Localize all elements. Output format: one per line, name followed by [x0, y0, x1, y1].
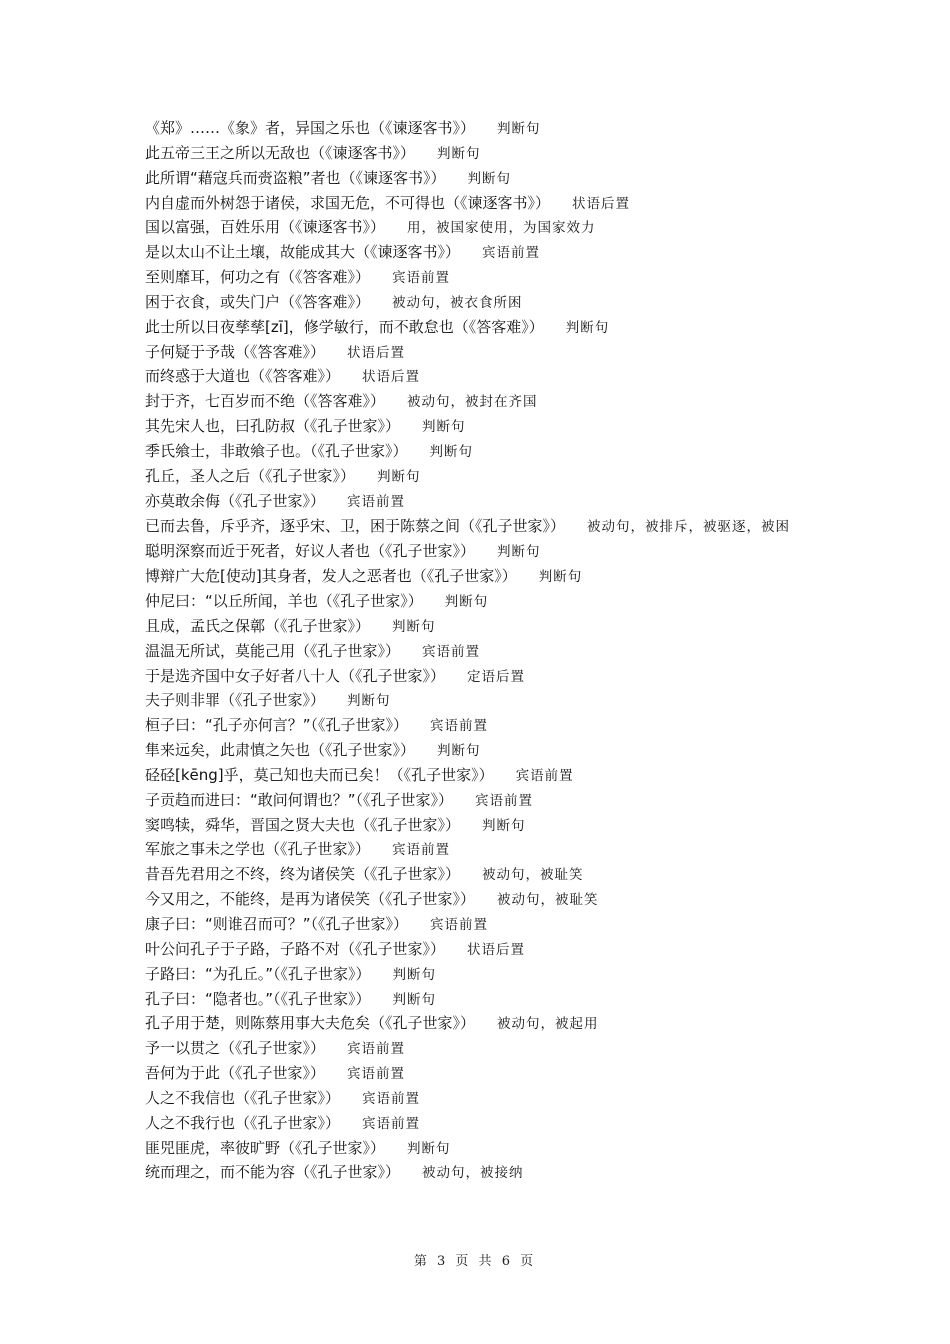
sentence-line [145, 364, 825, 389]
page-footer: 第 3 页 共 6 页 [413, 1254, 537, 1269]
sentence-text: 国以富强，百姓乐用（《谏逐客书》） [145, 218, 386, 237]
sentence-line [145, 340, 825, 365]
grammar-note: 宾语前置 [430, 917, 489, 933]
sentence-text: 今又用之，不能终，是再为诸侯笑（《孔子世家》） [145, 890, 476, 909]
sentence-text: 孔子曰：“隐者也。”（《孔子世家》） [145, 989, 371, 1008]
grammar-note: 判断句 [407, 1140, 451, 1157]
sentence-line [145, 1011, 825, 1036]
grammar-note: 状语后置 [467, 941, 526, 958]
sentence-text: 子路曰：“为孔丘。”（《孔子世家》） [145, 964, 371, 983]
sentence-text: 已而去鲁，斥乎齐，逐乎宋、卫，困于陈蔡之间（《孔子世家》） [145, 516, 566, 535]
sentence-line [145, 240, 825, 265]
sentence-line [145, 464, 825, 489]
sentence-line [145, 290, 825, 315]
sentence-line [145, 265, 825, 290]
grammar-note: 宾语前置 [347, 1066, 406, 1083]
sentence-line [145, 837, 825, 862]
sentence-line [145, 738, 825, 763]
sentence-line [145, 1136, 825, 1161]
sentence-text: 统而理之，而不能为容（《孔子世家》） [145, 1163, 401, 1182]
sentence-line [145, 912, 825, 937]
sentence-text: 匪兕匪虎，率彼旷野（《孔子世家》） [145, 1138, 386, 1157]
grammar-note: 被动句，被排斥，被驱逐，被困 [587, 518, 791, 535]
sentence-text: 孔子用于楚，则陈蔡用事大夫危矣（《孔子世家》） [145, 1014, 476, 1033]
grammar-note: 宾语前置 [362, 1115, 421, 1132]
grammar-note: 判断句 [392, 618, 436, 635]
sentence-text: 而终惑于大道也（《答客难》） [145, 367, 341, 386]
grammar-note: 宾语前置 [392, 270, 451, 287]
grammar-note: 判断句 [392, 991, 437, 1008]
sentence-text: 隼来远矣，此肃慎之矢也（《孔子世家》） [145, 741, 416, 760]
sentence-text: 康子曰：“则谁召而可？”（《孔子世家》） [145, 915, 409, 933]
sentence-line [145, 141, 825, 166]
sentence-line [145, 215, 825, 240]
sentence-line [145, 439, 825, 464]
grammar-note: 判断句 [538, 569, 583, 586]
sentence-text: 是以太山不让土壤，故能成其大（《谏逐客书》） [145, 243, 461, 262]
sentence-line [145, 116, 825, 141]
grammar-note: 判断句 [482, 817, 526, 834]
grammar-note: 被动句，被封在齐国 [407, 394, 538, 411]
sentence-text: 且成，孟氏之保鄣（《孔子世家》） [145, 616, 371, 635]
sentence-text: 此所谓“藉寇兵而赍盗粮”者也（《谏逐客书》） [145, 168, 446, 187]
sentence-text: 此五帝三王之所以无敌也（《谏逐客书》） [145, 143, 416, 162]
sentence-text: 桓子曰：“孔子亦何言？”（《孔子世家》） [145, 716, 409, 735]
sentence-text: 季氏飨士，非敢飨子也。（《孔子世家》） [145, 441, 408, 460]
sentence-line [145, 414, 825, 439]
grammar-note: 被动句，被耻笑 [497, 892, 599, 909]
sentence-text: 困于衣食，或失门户（《答客难》） [145, 292, 371, 311]
grammar-note: 被动句，被接纳 [422, 1165, 524, 1182]
grammar-note: 判断句 [392, 966, 437, 983]
sentence-line [145, 788, 825, 813]
grammar-note: 定语后置 [467, 668, 526, 685]
sentence-line [145, 713, 825, 738]
sentence-text: 硁硁[kēng]乎，莫己知也夫而已矣！（《孔子世家》） [145, 765, 494, 784]
sentence-line [145, 1061, 825, 1086]
sentence-line [145, 564, 825, 589]
grammar-note: 状语后置 [572, 195, 631, 212]
grammar-note: 判断句 [377, 468, 421, 485]
sentence-text: 孔丘，圣人之后（《孔子世家》） [145, 466, 356, 485]
sentence-text: 博辩广大危[使动]其身者，发人之恶者也（《孔子世家》） [145, 567, 517, 586]
sentence-text: 于是选齐国中女子好者八十人（《孔子世家》） [145, 666, 446, 685]
sentence-line [145, 763, 825, 788]
sentence-text: 内自虚而外树怨于诸侯，求国无危，不可得也（《谏逐客书》） [145, 193, 551, 212]
sentence-text: 叶公问孔子于子路，子路不对（《孔子世家》） [145, 939, 446, 958]
sentence-text: 仲尼曰：“以丘所闻，羊也（《孔子世家》） [145, 592, 423, 611]
sentence-line [145, 1086, 825, 1111]
sentence-text: 此士所以日夜孳孳[zī]，修学敏行，而不敢怠也（《答客难》） [145, 317, 544, 336]
grammar-note: 判断句 [565, 319, 610, 336]
sentence-text: 子何疑于予哉（《答客难》） [145, 342, 326, 361]
sentence-text: 子贡趋而进曰：“敢问何谓也？”（《孔子世家》） [145, 790, 454, 809]
sentence-list [145, 116, 825, 1185]
sentence-text: 军旅之事未之学也（《孔子世家》） [145, 840, 371, 859]
sentence-line [145, 315, 825, 340]
grammar-note: 状语后置 [347, 344, 406, 361]
grammar-note: 宾语前置 [475, 792, 534, 809]
sentence-text: 温温无所试，莫能己用（《孔子世家》） [145, 641, 401, 660]
sentence-line [145, 589, 825, 614]
grammar-note: 宾语前置 [392, 842, 451, 859]
sentence-line [145, 664, 825, 689]
grammar-note: 被动句，被衣食所困 [392, 294, 523, 311]
grammar-note: 宾语前置 [422, 643, 481, 660]
sentence-text: 其先宋人也，曰孔防叔（《孔子世家》） [145, 417, 401, 436]
sentence-line [145, 688, 825, 713]
sentence-line [145, 813, 825, 838]
sentence-text: 吾何为于此（《孔子世家》） [145, 1064, 326, 1083]
sentence-text: 《郑》……《象》者，异国之乐也（《谏逐客书》） [145, 119, 476, 137]
sentence-line [145, 1111, 825, 1136]
grammar-note: 判断句 [429, 443, 474, 460]
sentence-line [145, 166, 825, 191]
sentence-line [145, 389, 825, 414]
sentence-text: 亦莫敢余侮（《孔子世家》） [145, 491, 326, 510]
grammar-note: 判断句 [444, 594, 489, 611]
grammar-note: 判断句 [437, 743, 481, 760]
sentence-line [145, 862, 825, 887]
grammar-note: 判断句 [497, 121, 541, 137]
grammar-note: 判断句 [347, 693, 391, 710]
grammar-note: 判断句 [437, 145, 481, 162]
grammar-note: 宾语前置 [347, 493, 406, 510]
grammar-note: 被动句，被起用 [497, 1016, 599, 1033]
sentence-text: 人之不我信也（《孔子世家》） [145, 1088, 341, 1107]
sentence-line [145, 887, 825, 912]
sentence-line [145, 514, 825, 540]
grammar-note: 被动句，被耻笑 [482, 867, 584, 884]
sentence-line [145, 987, 825, 1012]
sentence-line [145, 1160, 825, 1185]
sentence-text: 昔吾先君用之不终，终为诸侯笑（《孔子世家》） [145, 865, 461, 884]
grammar-note: 判断句 [497, 544, 541, 561]
sentence-line [145, 539, 825, 564]
grammar-note: 用，被国家使用，为国家效力 [407, 220, 596, 237]
sentence-line [145, 191, 825, 216]
sentence-line [145, 962, 825, 987]
sentence-line [145, 639, 825, 664]
sentence-text: 聪明深察而近于死者，好议人者也（《孔子世家》） [145, 542, 476, 561]
sentence-text: 窦鸣犊，舜华，晋国之贤大夫也（《孔子世家》） [145, 815, 461, 834]
sentence-text: 予一以贯之（《孔子世家》） [145, 1039, 326, 1058]
sentence-line [145, 937, 825, 962]
sentence-line [145, 489, 825, 514]
sentence-text: 封于齐，七百岁而不绝（《答客难》） [145, 392, 386, 411]
grammar-note: 状语后置 [362, 369, 421, 386]
grammar-note: 宾语前置 [347, 1041, 406, 1058]
sentence-line [145, 614, 825, 639]
grammar-note: 判断句 [422, 419, 466, 436]
sentence-text: 人之不我行也（《孔子世家》） [145, 1113, 341, 1132]
sentence-text: 夫子则非罪（《孔子世家》） [145, 691, 326, 710]
grammar-note: 宾语前置 [482, 245, 541, 262]
grammar-note: 宾语前置 [515, 767, 574, 784]
grammar-note: 判断句 [467, 170, 512, 187]
grammar-note: 宾语前置 [362, 1090, 421, 1107]
grammar-note: 宾语前置 [430, 718, 489, 735]
sentence-line [145, 1036, 825, 1061]
sentence-text: 至则靡耳，何功之有（《答客难》） [145, 268, 371, 287]
